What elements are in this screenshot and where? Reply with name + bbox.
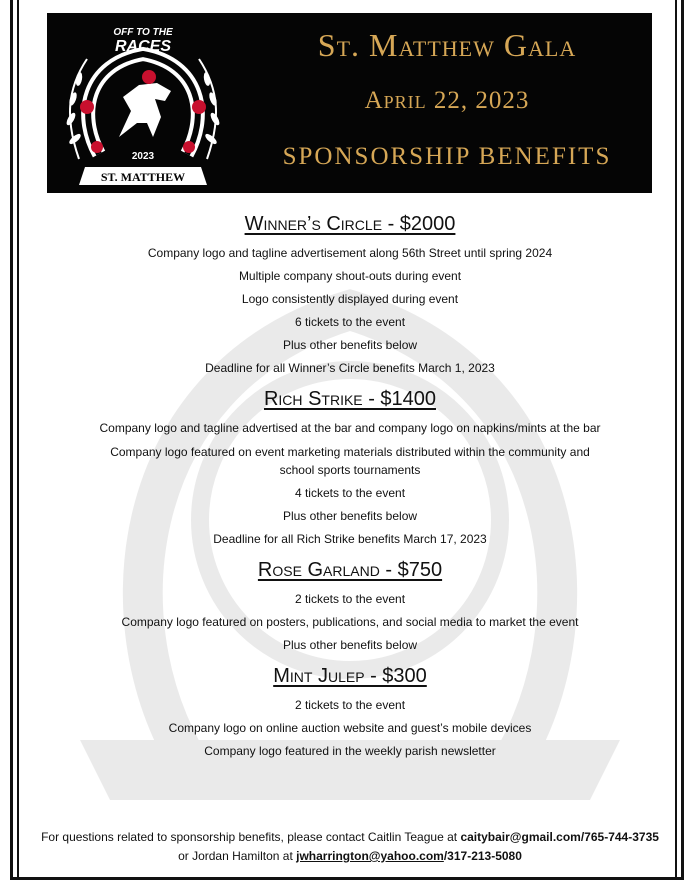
logo-main-text: RACES <box>114 38 172 55</box>
tier-rich-strike <box>40 380 660 551</box>
deadline-line: Deadline for all Rich Strike benefits March 17, 2023 <box>213 532 487 546</box>
banner-subtitle: SPONSORSHIP BENEFITS <box>282 143 612 170</box>
contact-footer <box>20 828 680 866</box>
benefit-line: Plus other benefits below <box>282 338 418 352</box>
tier-heading: Mint Julep - $300 <box>273 665 427 687</box>
tier-heading: Rose Garland - $750 <box>257 559 443 581</box>
benefit-line: Logo consistently displayed during event <box>241 292 459 306</box>
logo-year-text: 2023 <box>131 151 155 162</box>
event-date: April 22, 2023 <box>364 87 530 114</box>
benefit-line: Company logo featured in the weekly parish newsletter <box>204 744 496 758</box>
contact-jordan-phone: /317-213-5080 <box>443 849 522 863</box>
logo-top-text: OFF TO THE <box>113 27 173 38</box>
tier-mint-julep <box>40 657 660 763</box>
tier-heading: Winner’s Circle - $2000 <box>244 213 456 235</box>
contact-line-1 <box>20 828 680 847</box>
tier-winners-circle <box>40 205 660 380</box>
contact-jordan-email[interactable]: jwharrington@yahoo.com <box>296 849 444 863</box>
contact-caitlin[interactable]: caitybair@gmail.com/765-744-3735 <box>460 830 659 844</box>
benefit-line: Company logo on online auction website and guest’s mobile devices <box>168 721 532 735</box>
benefit-line: 6 tickets to the event <box>294 315 406 329</box>
benefit-line: Plus other benefits below <box>282 638 418 652</box>
tier-heading: Rich Strike - $1400 <box>263 388 437 410</box>
benefit-line: Multiple company shout-outs during event <box>238 269 462 283</box>
benefit-line: Company logo featured on posters, publications, and social media to market the event <box>121 615 579 629</box>
benefit-line: 2 tickets to the event <box>294 698 406 712</box>
benefit-line: 2 tickets to the event <box>294 592 406 606</box>
off-to-the-races-logo <box>57 19 229 191</box>
contact-line-2 <box>20 847 680 866</box>
benefit-line: Company logo featured on event marketing materials distributed within the community and school sports tournaments <box>110 445 590 477</box>
header-banner <box>47 13 652 193</box>
deadline-line: Deadline for all Winner’s Circle benefits March 1, 2023 <box>205 361 495 375</box>
contact-prefix-2: or Jordan Hamilton at <box>178 849 297 863</box>
benefit-line: Company logo and tagline advertisement along 56th Street until spring 2024 <box>147 246 553 260</box>
benefit-line: Plus other benefits below <box>282 509 418 523</box>
benefit-line: Company logo and tagline advertised at the bar and company logo on napkins/mints at the bar <box>99 421 601 435</box>
benefit-line: 4 tickets to the event <box>294 486 406 500</box>
event-title: St. Matthew Gala <box>317 27 577 63</box>
contact-prefix: For questions related to sponsorship benefits, please contact Caitlin Teague at <box>41 830 461 844</box>
logo-ribbon-text: ST. MATTHEW <box>100 170 186 184</box>
tier-rose-garland <box>40 551 660 657</box>
benefits-content <box>40 205 660 763</box>
